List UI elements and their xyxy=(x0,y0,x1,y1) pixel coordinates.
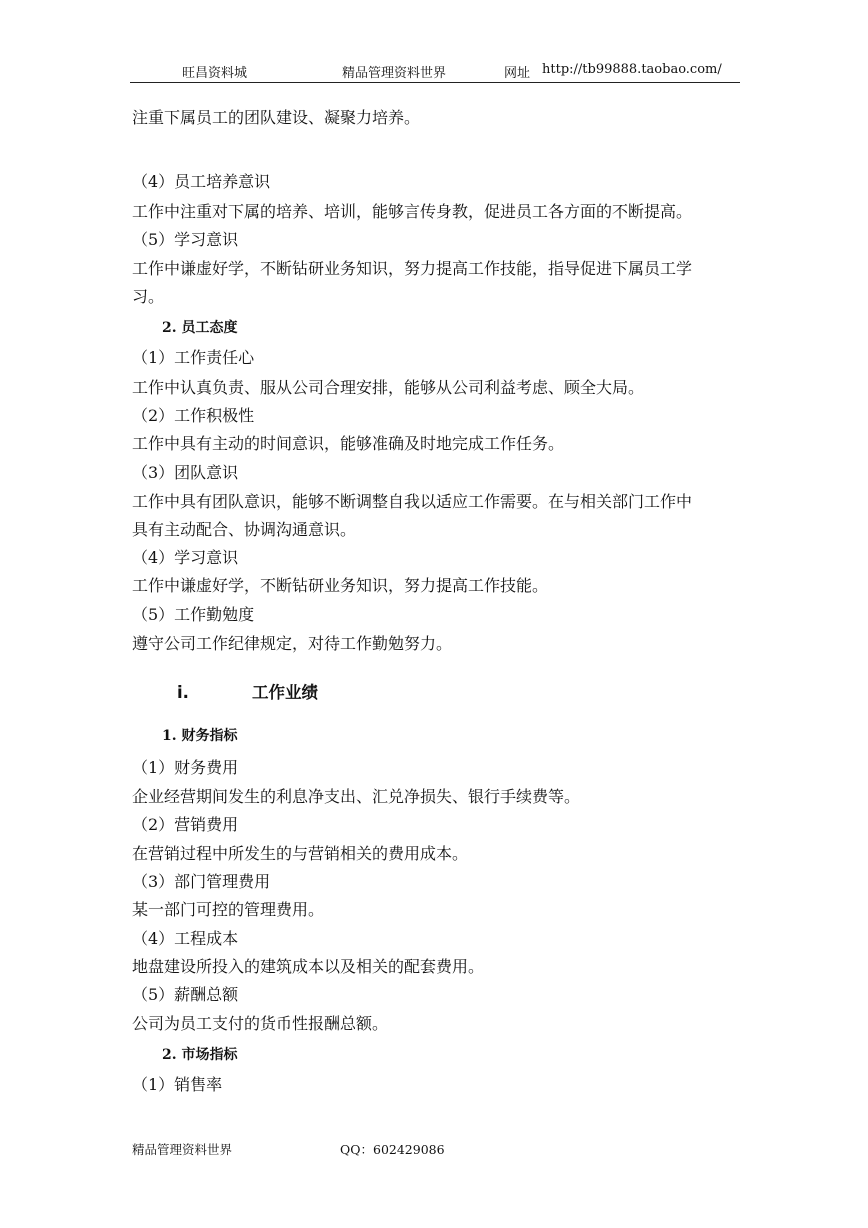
paragraph: 遵守公司工作纪律规定，对待工作勤勉努力。 xyxy=(132,634,453,653)
item-heading: （5）学习意识 xyxy=(132,230,239,249)
paragraph: 公司为员工支付的货币性报酬总额。 xyxy=(132,1014,389,1033)
item-heading: （3）团队意识 xyxy=(132,463,239,482)
paragraph: 习。 xyxy=(132,287,165,306)
item-heading: （1）工作责任心 xyxy=(132,348,255,367)
item-heading: （4）学习意识 xyxy=(132,548,239,567)
paragraph: 企业经营期间发生的利息净支出、汇兑净损失、银行手续费等。 xyxy=(132,787,581,806)
item-heading: （3）部门管理费用 xyxy=(132,872,271,891)
paragraph: 在营销过程中所发生的与营销相关的费用成本。 xyxy=(132,844,469,863)
paragraph: 注重下属员工的团队建设、凝聚力培养。 xyxy=(132,108,421,127)
paragraph: 具有主动配合、协调沟通意识。 xyxy=(132,520,357,539)
subsection-heading: 2. 市场指标 xyxy=(162,1047,238,1063)
header-site-name: 旺昌资料城 xyxy=(182,66,248,81)
subsection-heading: 2. 员工态度 xyxy=(162,320,238,336)
paragraph: 工作中认真负责、服从公司合理安排，能够从公司利益考虑、顾全大局。 xyxy=(132,378,645,397)
paragraph: 工作中谦虚好学，不断钻研业务知识，努力提高工作技能，指导促进下属员工学 xyxy=(132,259,693,278)
item-heading: （1）销售率 xyxy=(132,1075,223,1094)
item-heading: （2）工作积极性 xyxy=(132,406,255,425)
item-heading: （5）工作勤勉度 xyxy=(132,605,255,624)
paragraph: 某一部门可控的管理费用。 xyxy=(132,900,325,919)
item-heading: （2）营销费用 xyxy=(132,815,239,834)
item-heading: （5）薪酬总额 xyxy=(132,985,239,1004)
item-heading: （4）员工培养意识 xyxy=(132,172,271,191)
paragraph: 工作中注重对下属的培养、培训，能够言传身教，促进员工各方面的不断提高。 xyxy=(132,202,693,221)
header-url: http://tb99888.taobao.com/ xyxy=(542,62,722,77)
item-heading: （1）财务费用 xyxy=(132,758,239,777)
paragraph: 工作中谦虚好学，不断钻研业务知识，努力提高工作技能。 xyxy=(132,576,549,595)
item-heading: （4）工程成本 xyxy=(132,929,239,948)
footer-left: 精品管理资料世界 xyxy=(132,1142,233,1157)
paragraph: 工作中具有团队意识，能够不断调整自我以适应工作需要。在与相关部门工作中 xyxy=(132,492,693,511)
paragraph: 地盘建设所投入的建筑成本以及相关的配套费用。 xyxy=(132,957,485,976)
header-url-label: 网址 xyxy=(504,66,531,81)
subsection-heading: 1. 财务指标 xyxy=(162,728,238,744)
section-heading: 工作业绩 xyxy=(252,683,318,702)
footer-contact: QQ：602429086 xyxy=(340,1142,445,1157)
header-title: 精品管理资料世界 xyxy=(342,66,447,81)
page-header xyxy=(130,62,740,83)
section-number: i. xyxy=(177,683,189,702)
paragraph: 工作中具有主动的时间意识，能够准确及时地完成工作任务。 xyxy=(132,434,565,453)
